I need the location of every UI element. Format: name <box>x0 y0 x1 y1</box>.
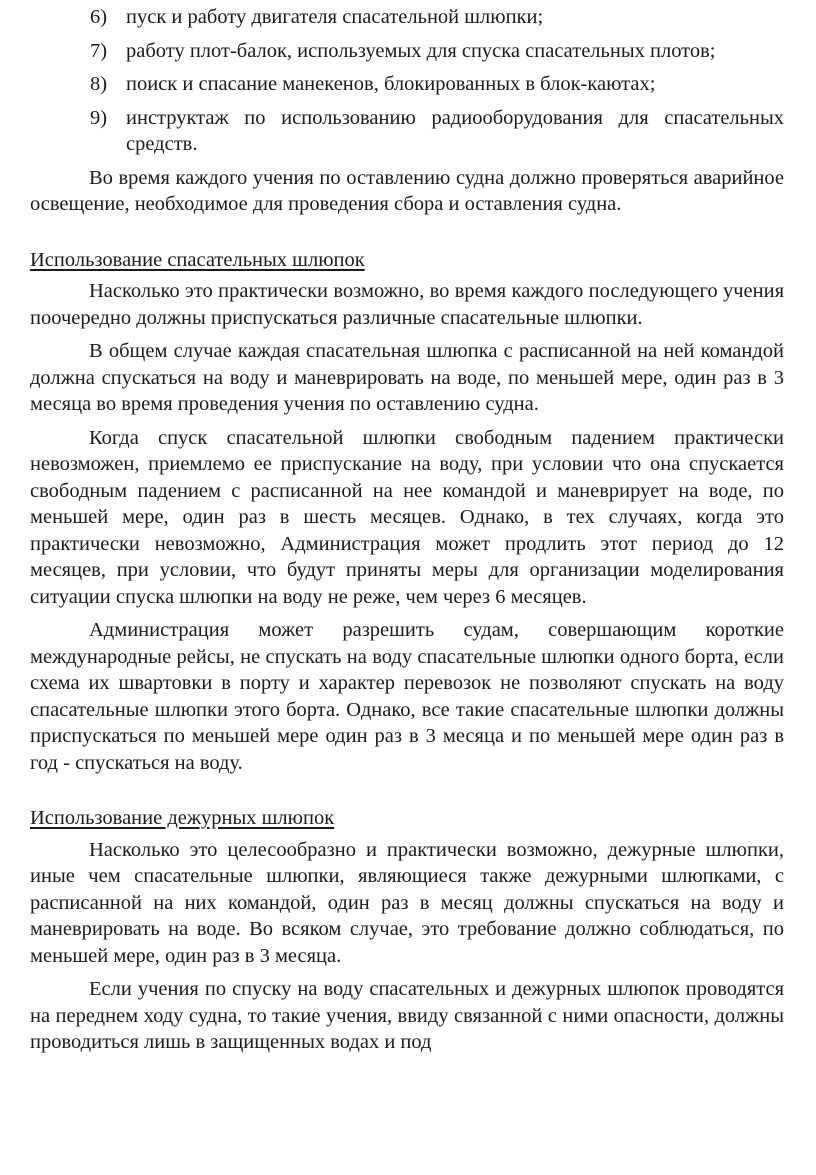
list-item-number: 7) <box>90 39 108 62</box>
list-item-text: работу плот-балок, используемых для спуска спасательных плотов; <box>126 39 716 62</box>
list-item <box>30 105 784 158</box>
list-item-text: пуск и работу двигателя спасательной шлюпки; <box>126 6 544 28</box>
section-heading-lifeboats: Использование спасательных шлюпок <box>30 248 365 271</box>
list-item <box>30 71 784 98</box>
lifeboats-paragraph: В общем случае каждая спасательная шлюпка с расписанной на ней командой должна спускаться на воду и маневрировать на воде, по меньшей мере, один раз в 3 месяца во время проведения учения по оставлению судна. <box>30 340 784 415</box>
list-item-number: 6) <box>90 6 108 28</box>
lifeboats-paragraph: Администрация может разрешить судам, совершающим короткие международные рейсы, не спускать на воду спасательные шлюпки одного борта, если схема их швартовки в порту и характер перевозок не позволяют спускать на воду спасательные шлюпки этого борта. Однако, все такие спасательные шлюпки должны приспускаться по меньшей мере один раз в 3 месяца и по меньшей мере один раз в год - спускаться на воду. <box>30 619 784 774</box>
drill-items-list <box>30 4 784 158</box>
lifeboats-paragraph: Когда спуск спасательной шлюпки свободным падением практически невозможен, приемлемо ее приспускание на воду, при условии что она спускается свободным падением с расписанной на нее командой и маневрирует на воде, по меньшей мере, один раз в шесть месяцев. Однако, в тех случаях, когда это практически невозможно, Администрация может продлить этот период до 12 месяцев, при условии, что будут приняты меры для организации моделирования ситуации спуска шлюпки на воду не реже, чем через 6 месяцев. <box>30 426 784 608</box>
list-item-text: инструктаж по использованию радиооборудования для спасательных средств. <box>126 106 784 155</box>
document-page <box>30 4 784 1063</box>
list-item-text: поиск и спасание манекенов, блокированных в блок-каютах; <box>126 73 656 95</box>
rescue-boats-paragraph: Насколько это целесообразно и практически возможно, дежурные шлюпки, иные чем спасательные шлюпки, являющиеся также дежурными шлюпками, с расписанной на них командой, один раз в месяц должны спускаться на воду и маневрировать на воде. Во всяком случае, это требование должно соблюдаться, по меньшей мере, один раз в 3 месяца. <box>30 838 784 967</box>
list-item-number: 8) <box>90 73 108 95</box>
intro-paragraph: Во время каждого учения по оставлению судна должно проверяться аварийное освещение, необходимое для проведения сбора и оставления судна. <box>30 166 784 215</box>
lifeboats-paragraph: Насколько это практически возможно, во время каждого последующего учения поочередно должны приспускаться различные спасательные шлюпки. <box>30 280 784 329</box>
section-spacer <box>30 225 784 247</box>
rescue-boats-paragraph: Если учения по спуску на воду спасательных и дежурных шлюпок проводятся на переднем ходу судна, то такие учения, ввиду связанной с ними опасности, должны проводиться лишь в защищенных водах и под <box>30 978 784 1053</box>
list-item-number: 9) <box>90 106 108 129</box>
section-spacer <box>30 783 784 805</box>
section-heading-rescue-boats: Использование дежурных шлюпок <box>30 807 335 829</box>
list-item <box>30 38 784 65</box>
list-item <box>30 4 784 31</box>
